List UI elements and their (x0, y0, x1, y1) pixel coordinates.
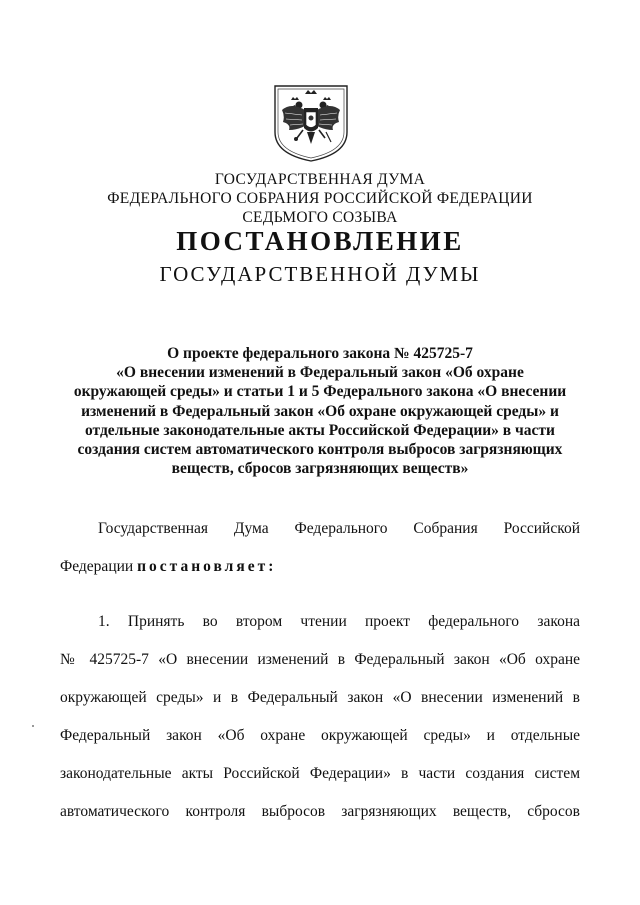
scan-speck (32, 725, 34, 727)
document-subtitle: ГОСУДАРСТВЕННОЙ ДУМЫ (159, 262, 481, 286)
intro-line-2-text: Федерации (60, 558, 138, 575)
p1-line-5: законодательные акты Российской Федерации» в части создания систем (60, 765, 580, 782)
p1-line-3: окружающей среды» и в Федеральный закон «О внесении изменений в (60, 689, 580, 706)
org-line-3: СЕДЬМОГО СОЗЫВА (242, 209, 398, 226)
subject-line-6: создания систем автоматического контроля выбросов загрязняющих (77, 441, 563, 459)
subject-line-4: изменений в Федеральный закон «Об охране окружающей среды» и (81, 402, 559, 420)
p1-line-4: Федеральный закон «Об охране окружающей среды» и отдельные (60, 727, 580, 744)
resolution-subject (55, 344, 585, 478)
intro-line-2 (60, 557, 580, 577)
org-line-1: ГОСУДАРСТВЕННАЯ ДУМА (214, 171, 426, 188)
p1-line-2: № 425725-7 «О внесении изменений в Федеральный закон «Об охране (60, 651, 580, 668)
subject-line-2: «О внесении изменений в Федеральный закон «Об охране (116, 364, 524, 382)
org-line-2: ФЕДЕРАЛЬНОГО СОБРАНИЯ РОССИЙСКОЙ ФЕДЕРАЦИИ (107, 190, 533, 207)
subject-line-3: окружающей среды» и статьи 1 и 5 Федерального закона «О внесении (73, 383, 567, 401)
subject-line-7: веществ, сбросов загрязняющих веществ» (171, 460, 469, 478)
subject-line-1: О проекте федерального закона № 425725-7 (167, 345, 473, 362)
p1-line-1: 1. Принять во втором чтении проект федерального закона (98, 613, 580, 630)
p1-line-6: автоматического контроля выбросов загрязняющих веществ, сбросов (60, 803, 580, 820)
subject-line-5: отдельные законодательные акты Российской Федерации» в части (85, 421, 555, 439)
state-emblem-icon (269, 80, 353, 164)
organization-header (0, 170, 640, 227)
decree-verb: постановляет: (137, 558, 277, 575)
intro-line-1: Государственная Дума Федерального Собрания Российской (98, 520, 580, 537)
document-title: ПОСТАНОВЛЕНИЕ (176, 226, 464, 256)
